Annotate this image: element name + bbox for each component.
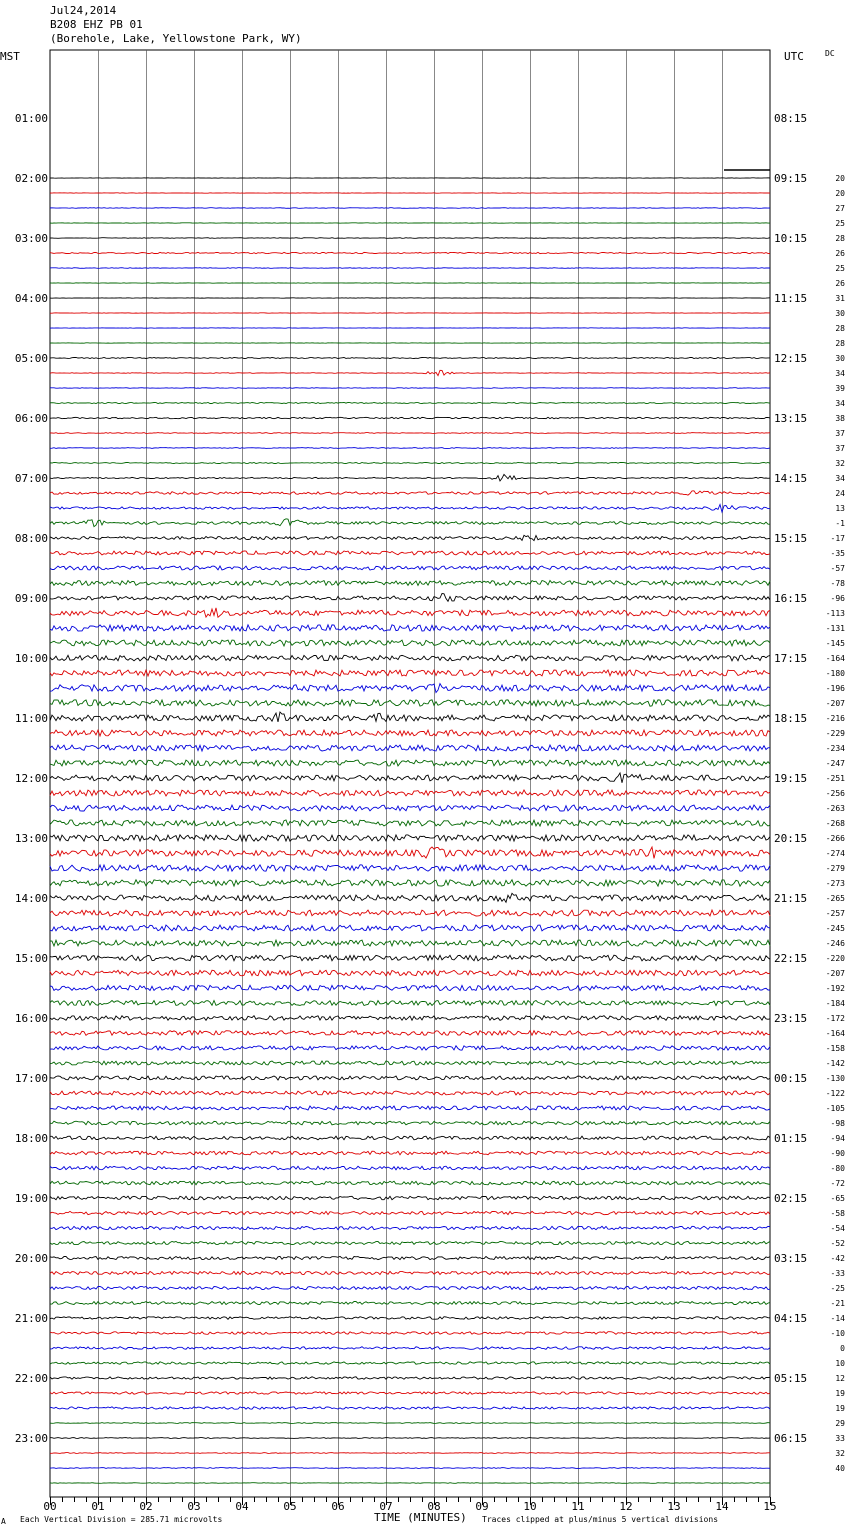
trace-offset-label: -257	[825, 909, 845, 918]
seismic-trace	[50, 1016, 770, 1021]
left-hour-label: 12:00	[14, 772, 48, 785]
trace-offset-label: 38	[835, 414, 845, 423]
seismic-trace	[50, 805, 770, 811]
trace-offset-label: -142	[825, 1059, 845, 1068]
seismic-trace	[50, 655, 770, 661]
seismic-trace	[50, 730, 770, 736]
seismic-trace	[50, 985, 770, 990]
trace-offset-label: -220	[825, 954, 845, 963]
seismic-trace	[50, 955, 770, 961]
trace-offset-label: 34	[835, 399, 845, 408]
seismic-trace	[50, 1106, 770, 1110]
trace-offset-label: 31	[835, 294, 845, 303]
seismic-trace	[50, 1031, 770, 1036]
trace-offset-label: 29	[835, 1419, 845, 1428]
trace-offset-label: -33	[830, 1269, 845, 1278]
x-tick-label: 08	[427, 1500, 441, 1513]
seismic-trace	[50, 1317, 770, 1320]
x-tick-label: 01	[91, 1500, 105, 1513]
trace-offset-label: -65	[830, 1194, 845, 1203]
right-hour-label: 21:15	[774, 892, 808, 905]
seismic-trace	[50, 835, 770, 841]
right-hour-label: 12:15	[774, 352, 808, 365]
seismic-trace	[50, 640, 770, 646]
x-tick-label: 15	[763, 1500, 777, 1513]
seismic-trace	[50, 1136, 770, 1140]
seismic-trace	[50, 790, 770, 796]
seismic-trace	[50, 463, 770, 464]
left-hour-label: 11:00	[14, 712, 48, 725]
seismic-trace	[50, 403, 770, 404]
trace-offset-label: 24	[835, 489, 845, 498]
plot-frame	[50, 50, 770, 1497]
trace-offset-label: 25	[835, 264, 845, 273]
trace-offset-label: -17	[830, 534, 845, 543]
trace-offset-label: -164	[825, 1029, 845, 1038]
seismic-trace	[50, 893, 770, 902]
trace-offset-label: -42	[830, 1254, 845, 1263]
seismic-trace	[50, 594, 770, 602]
right-hour-label: 10:15	[774, 232, 808, 245]
seismic-trace	[50, 1256, 770, 1259]
seismic-trace	[50, 505, 770, 513]
seismic-trace	[50, 1121, 770, 1125]
trace-offset-label: -263	[825, 804, 845, 813]
seismic-trace	[50, 608, 770, 617]
right-hour-label: 00:15	[774, 1072, 808, 1085]
trace-offset-label: -245	[825, 924, 845, 933]
trace-offset-label: -72	[830, 1179, 845, 1188]
header-location: (Borehole, Lake, Yellowstone Park, WY)	[50, 32, 302, 45]
left-hour-label: 22:00	[14, 1372, 48, 1385]
left-hour-label: 17:00	[14, 1072, 48, 1085]
seismic-trace	[50, 1347, 770, 1350]
trace-offset-label: -10	[830, 1329, 845, 1338]
trace-offset-label: 0	[840, 1344, 845, 1353]
trace-offset-label: -164	[825, 654, 845, 663]
trace-offset-label: -234	[825, 744, 845, 753]
trace-offset-label: 27	[835, 204, 845, 213]
trace-offset-label: -279	[825, 864, 845, 873]
trace-offset-label: 37	[835, 429, 845, 438]
x-tick-label: 13	[667, 1500, 681, 1513]
trace-offset-label: 28	[835, 339, 845, 348]
trace-offset-label: 13	[835, 504, 845, 513]
left-hour-label: 13:00	[14, 832, 48, 845]
right-hour-label: 03:15	[774, 1252, 808, 1265]
right-hour-label: 11:15	[774, 292, 808, 305]
seismic-trace	[50, 1211, 770, 1214]
x-axis-label: TIME (MINUTES)	[374, 1511, 467, 1524]
seismic-trace	[50, 940, 770, 946]
trace-offset-label: 20	[835, 174, 845, 183]
x-tick-label: 14	[715, 1500, 729, 1513]
header-station: B208 EHZ PB 01	[50, 18, 143, 31]
trace-offset-label: -207	[825, 969, 845, 978]
scale-text: Each Vertical Division = 285.71 microvolts	[20, 1515, 223, 1524]
left-hour-label: 23:00	[14, 1432, 48, 1445]
trace-offset-label: -184	[825, 999, 845, 1008]
trace-offset-label: -180	[825, 669, 845, 678]
seismic-trace	[50, 970, 770, 976]
seismic-trace	[50, 910, 770, 916]
corner-mark: A	[1, 1517, 6, 1526]
trace-offset-label: 26	[835, 279, 845, 288]
seismic-trace	[50, 773, 770, 783]
trace-offset-label: -58	[830, 1209, 845, 1218]
x-tick-label: 03	[187, 1500, 201, 1513]
trace-offset-label: 10	[835, 1359, 845, 1368]
x-tick-label: 12	[619, 1500, 633, 1513]
seismic-trace	[50, 491, 770, 495]
seismic-trace	[50, 670, 770, 676]
trace-offset-label: -52	[830, 1239, 845, 1248]
right-hour-label: 17:15	[774, 652, 808, 665]
trace-offset-label: -274	[825, 849, 845, 858]
right-hour-label: 05:15	[774, 1372, 808, 1385]
trace-offset-label: -207	[825, 699, 845, 708]
right-hour-label: 06:15	[774, 1432, 808, 1445]
trace-offset-label: -216	[825, 714, 845, 723]
trace-offset-label: 30	[835, 354, 845, 363]
right-hour-label: 15:15	[774, 532, 808, 545]
trace-offset-label: -96	[830, 594, 845, 603]
seismic-trace	[50, 1046, 770, 1050]
seismic-trace	[50, 1377, 770, 1379]
seismic-trace	[50, 1001, 770, 1006]
trace-offset-label: -192	[825, 984, 845, 993]
trace-offset-label: 19	[835, 1389, 845, 1398]
left-hour-label: 18:00	[14, 1132, 48, 1145]
seismic-trace	[50, 1166, 770, 1170]
seismic-trace	[50, 448, 770, 449]
right-hour-label: 18:15	[774, 712, 808, 725]
dc-label: DC	[825, 49, 835, 58]
seismic-trace	[50, 474, 770, 481]
trace-offset-label: -229	[825, 729, 845, 738]
trace-offset-label: -172	[825, 1014, 845, 1023]
trace-offset-label: 34	[835, 474, 845, 483]
seismic-trace	[50, 1468, 770, 1469]
seismic-trace	[50, 820, 770, 826]
right-hour-label: 20:15	[774, 832, 808, 845]
trace-offset-label: -273	[825, 879, 845, 888]
right-hour-label: 13:15	[774, 412, 808, 425]
trace-offset-label: 25	[835, 219, 845, 228]
seismic-trace	[50, 625, 770, 631]
seismic-trace	[50, 1181, 770, 1185]
seismic-trace	[50, 880, 770, 886]
seismic-trace	[50, 1271, 770, 1274]
right-hour-label: 09:15	[774, 172, 808, 185]
trace-offset-label: 30	[835, 309, 845, 318]
trace-offset-label: -25	[830, 1284, 845, 1293]
trace-offset-label: 34	[835, 369, 845, 378]
trace-offset-label: -122	[825, 1089, 845, 1098]
trace-offset-label: 26	[835, 249, 845, 258]
seismic-trace	[50, 519, 770, 527]
seismic-trace	[50, 551, 770, 555]
trace-offset-label: 19	[835, 1404, 845, 1413]
right-hour-label: 08:15	[774, 112, 808, 125]
seismic-trace	[50, 1302, 770, 1305]
trace-offset-label: -105	[825, 1104, 845, 1113]
left-hour-label: 06:00	[14, 412, 48, 425]
seismic-trace	[50, 433, 770, 434]
left-timezone-label: MST	[0, 50, 20, 63]
seismic-trace	[50, 566, 770, 570]
trace-offset-label: -14	[830, 1314, 845, 1323]
trace-offset-label: -1	[835, 519, 845, 528]
seismic-trace	[50, 370, 770, 375]
seismic-trace	[50, 1061, 770, 1065]
seismic-trace	[50, 684, 770, 693]
seismic-trace	[50, 252, 770, 253]
seismic-trace	[50, 925, 770, 931]
x-tick-label: 09	[475, 1500, 489, 1513]
left-hour-label: 01:00	[14, 112, 48, 125]
trace-offset-label: -57	[830, 564, 845, 573]
right-hour-label: 19:15	[774, 772, 808, 785]
seismic-trace	[50, 1241, 770, 1244]
trace-offset-label: -80	[830, 1164, 845, 1173]
trace-offset-label: 37	[835, 444, 845, 453]
right-timezone-label: UTC	[784, 50, 804, 63]
trace-offset-label: 33	[835, 1434, 845, 1443]
seismic-trace	[50, 1423, 770, 1424]
trace-offset-label: 28	[835, 234, 845, 243]
trace-offset-label: -158	[825, 1044, 845, 1053]
x-tick-label: 06	[331, 1500, 345, 1513]
trace-offset-label: 28	[835, 324, 845, 333]
trace-offset-label: -113	[825, 609, 845, 618]
trace-offset-label: -35	[830, 549, 845, 558]
seismic-trace	[50, 358, 770, 359]
x-tick-label: 10	[523, 1500, 537, 1513]
seismic-trace	[50, 760, 770, 766]
clip-text: Traces clipped at plus/minus 5 vertical divisions	[482, 1515, 719, 1524]
trace-offset-label: 32	[835, 1449, 845, 1458]
seismic-trace	[50, 847, 770, 858]
seismic-trace	[50, 1438, 770, 1439]
trace-offset-label: -268	[825, 819, 845, 828]
left-hour-label: 07:00	[14, 472, 48, 485]
seismic-trace	[50, 1332, 770, 1335]
trace-offset-label: -90	[830, 1149, 845, 1158]
left-hour-label: 05:00	[14, 352, 48, 365]
seismic-trace	[50, 865, 770, 871]
seismic-trace	[50, 268, 770, 269]
left-hour-label: 20:00	[14, 1252, 48, 1265]
seismic-trace	[50, 535, 770, 540]
seismic-trace	[50, 238, 770, 239]
seismic-trace	[50, 700, 770, 706]
x-tick-label: 02	[139, 1500, 153, 1513]
trace-offset-label: -266	[825, 834, 845, 843]
trace-offset-label: -256	[825, 789, 845, 798]
header-date: Jul24,2014	[50, 4, 117, 17]
x-tick-label: 04	[235, 1500, 249, 1513]
x-tick-label: 00	[43, 1500, 57, 1513]
trace-offset-label: -265	[825, 894, 845, 903]
right-hour-label: 02:15	[774, 1192, 808, 1205]
seismic-trace	[50, 208, 770, 209]
seismic-trace	[50, 388, 770, 389]
trace-offset-label: -145	[825, 639, 845, 648]
seismic-trace	[50, 712, 770, 722]
left-hour-label: 16:00	[14, 1012, 48, 1025]
trace-offset-label: 12	[835, 1374, 845, 1383]
trace-offset-label: -21	[830, 1299, 845, 1308]
trace-offset-label: 32	[835, 459, 845, 468]
seismic-trace	[50, 1362, 770, 1364]
seismic-trace	[50, 1226, 770, 1229]
left-hour-label: 14:00	[14, 892, 48, 905]
seismic-trace	[50, 581, 770, 586]
trace-offset-label: -196	[825, 684, 845, 693]
left-hour-label: 08:00	[14, 532, 48, 545]
seismic-trace	[50, 1076, 770, 1080]
seismic-trace	[50, 1196, 770, 1200]
x-tick-label: 11	[571, 1500, 585, 1513]
x-tick-label: 05	[283, 1500, 297, 1513]
trace-offset-label: -78	[830, 579, 845, 588]
left-hour-label: 21:00	[14, 1312, 48, 1325]
trace-offset-label: -130	[825, 1074, 845, 1083]
seismic-trace	[50, 1392, 770, 1394]
seismic-trace	[50, 1151, 770, 1155]
left-hour-label: 02:00	[14, 172, 48, 185]
seismic-trace	[50, 1091, 770, 1095]
right-hour-label: 23:15	[774, 1012, 808, 1025]
seismic-trace	[50, 745, 770, 751]
seismic-trace	[50, 1407, 770, 1409]
seismic-trace	[50, 1483, 770, 1484]
left-hour-label: 15:00	[14, 952, 48, 965]
right-hour-label: 22:15	[774, 952, 808, 965]
right-hour-label: 04:15	[774, 1312, 808, 1325]
trace-offset-label: -131	[825, 624, 845, 633]
trace-offset-label: 40	[835, 1464, 845, 1473]
trace-offset-label: -246	[825, 939, 845, 948]
seismic-trace	[50, 1453, 770, 1454]
trace-offset-label: -247	[825, 759, 845, 768]
trace-layer	[50, 170, 770, 1483]
left-hour-label: 09:00	[14, 592, 48, 605]
seismic-trace	[50, 1286, 770, 1289]
trace-offset-label: -54	[830, 1224, 845, 1233]
trace-offset-label: 39	[835, 384, 845, 393]
right-hour-label: 01:15	[774, 1132, 808, 1145]
left-hour-label: 03:00	[14, 232, 48, 245]
seismic-trace	[50, 417, 770, 418]
trace-offset-label: 20	[835, 189, 845, 198]
left-hour-label: 19:00	[14, 1192, 48, 1205]
left-hour-label: 04:00	[14, 292, 48, 305]
right-hour-label: 14:15	[774, 472, 808, 485]
right-hour-label: 16:15	[774, 592, 808, 605]
trace-offset-label: -94	[830, 1134, 845, 1143]
trace-offset-label: -251	[825, 774, 845, 783]
left-hour-label: 10:00	[14, 652, 48, 665]
x-tick-label: 07	[379, 1500, 393, 1513]
trace-offset-label: -98	[830, 1119, 845, 1128]
